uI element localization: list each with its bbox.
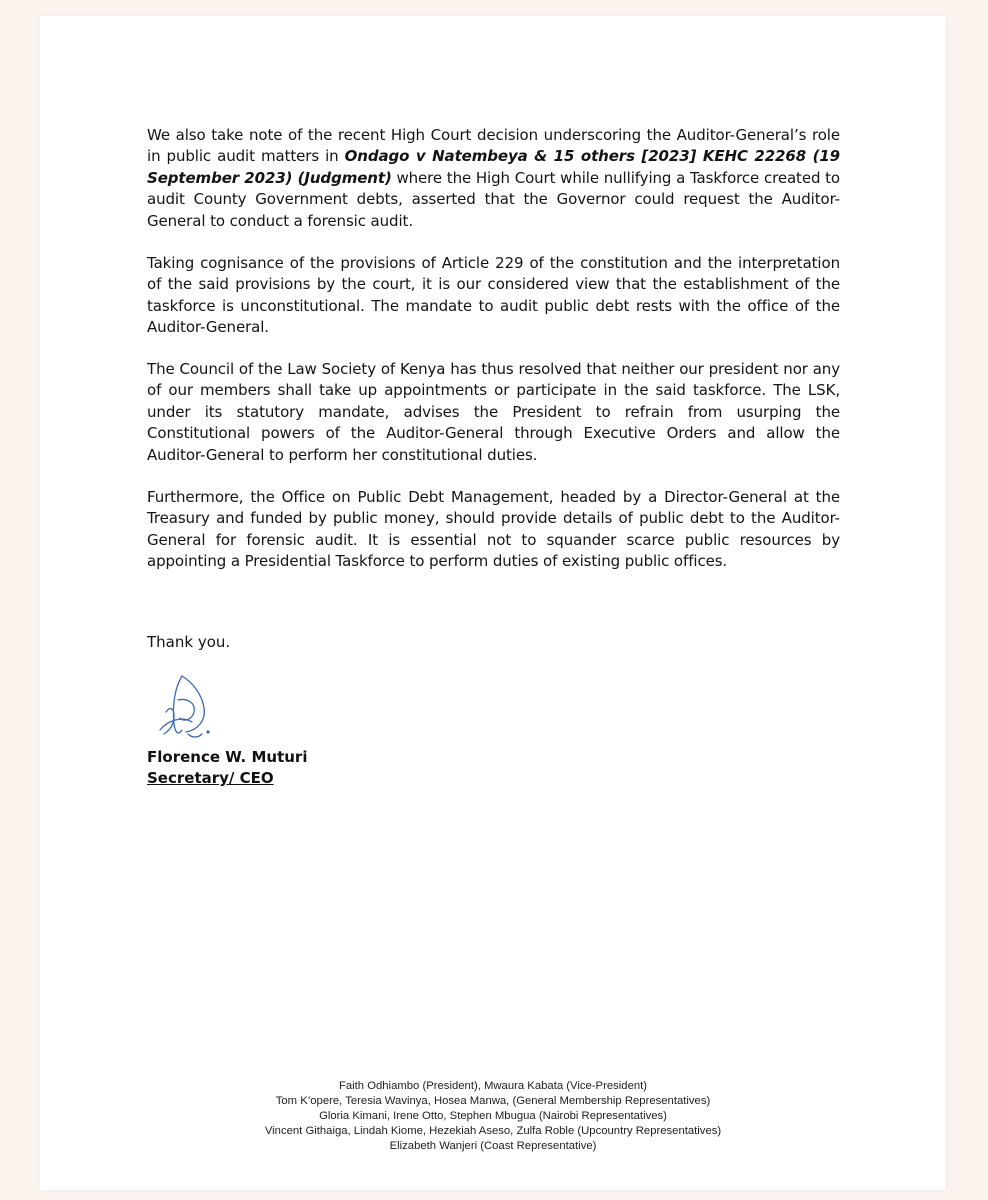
letter-page [40, 16, 946, 1190]
council-line-upcountry: Vincent Githaiga, Lindah Kiome, Hezekiah Aseso, Zulfa Roble (Upcountry Representatives) [264, 1125, 722, 1137]
council-line-general-membership: Tom K’opere, Teresia Wavinya, Hosea Manwa, (General Membership Representatives) [275, 1095, 711, 1107]
council-line-coast: Elizabeth Wanjeri (Coast Representative) [389, 1140, 597, 1152]
paragraph-council-resolution: The Council of the Law Society of Kenya has thus resolved that neither our president nor any of our members shall take up appointments or participate in the said taskforce. The LSK, under its statutory mandate, advises the President to refrain from usurping the Constitutional powers of the Auditor-General through Executive Orders and allow the Auditor-General to perform her constitutional duties. [147, 360, 840, 464]
handwritten-signature [152, 672, 216, 744]
signer-title: Secretary/ CEO [147, 769, 274, 787]
paragraph-high-court-decision [147, 125, 840, 232]
case-citation: Ondago v Natembeya & 15 others [2023] KEHC 22268 (19 September 2023) (Judgment) [147, 147, 840, 187]
council-line-officers: Faith Odhiambo (President), Mwaura Kabata (Vice-President) [338, 1080, 648, 1092]
council-members-footer [40, 1079, 946, 1154]
council-line-nairobi: Gloria Kimani, Irene Otto, Stephen Mbugua (Nairobi Representatives) [319, 1110, 667, 1122]
paragraph-text: where the High Court while nullifying a Taskforce created to audit County Government debts, asserted that the Governor could request the Auditor-General to conduct a forensic audit. [147, 168, 840, 230]
closing-line: Thank you. [147, 633, 231, 651]
paragraph-public-debt-office: Furthermore, the Office on Public Debt Management, headed by a Director-General at the Treasury and funded by public money, should provide details of public debt to the Auditor-General for forensic audit. It is essential not to squander scarce public resources by appointing a Presidential Taskforce to perform duties of existing public offices. [147, 488, 840, 571]
paragraph-article-229: Taking cognisance of the provisions of Article 229 of the constitution and the interpretation of the said provisions by the court, it is our considered view that the establishment of the taskforce is unconstitutional. The mandate to audit public debt rests with the office of the Auditor-General. [147, 254, 840, 337]
paragraph-text: We also take note of the recent High Court decision underscoring the Auditor-General’s role in public audit matters in [147, 126, 840, 166]
signer-name: Florence W. Muturi [147, 748, 308, 766]
